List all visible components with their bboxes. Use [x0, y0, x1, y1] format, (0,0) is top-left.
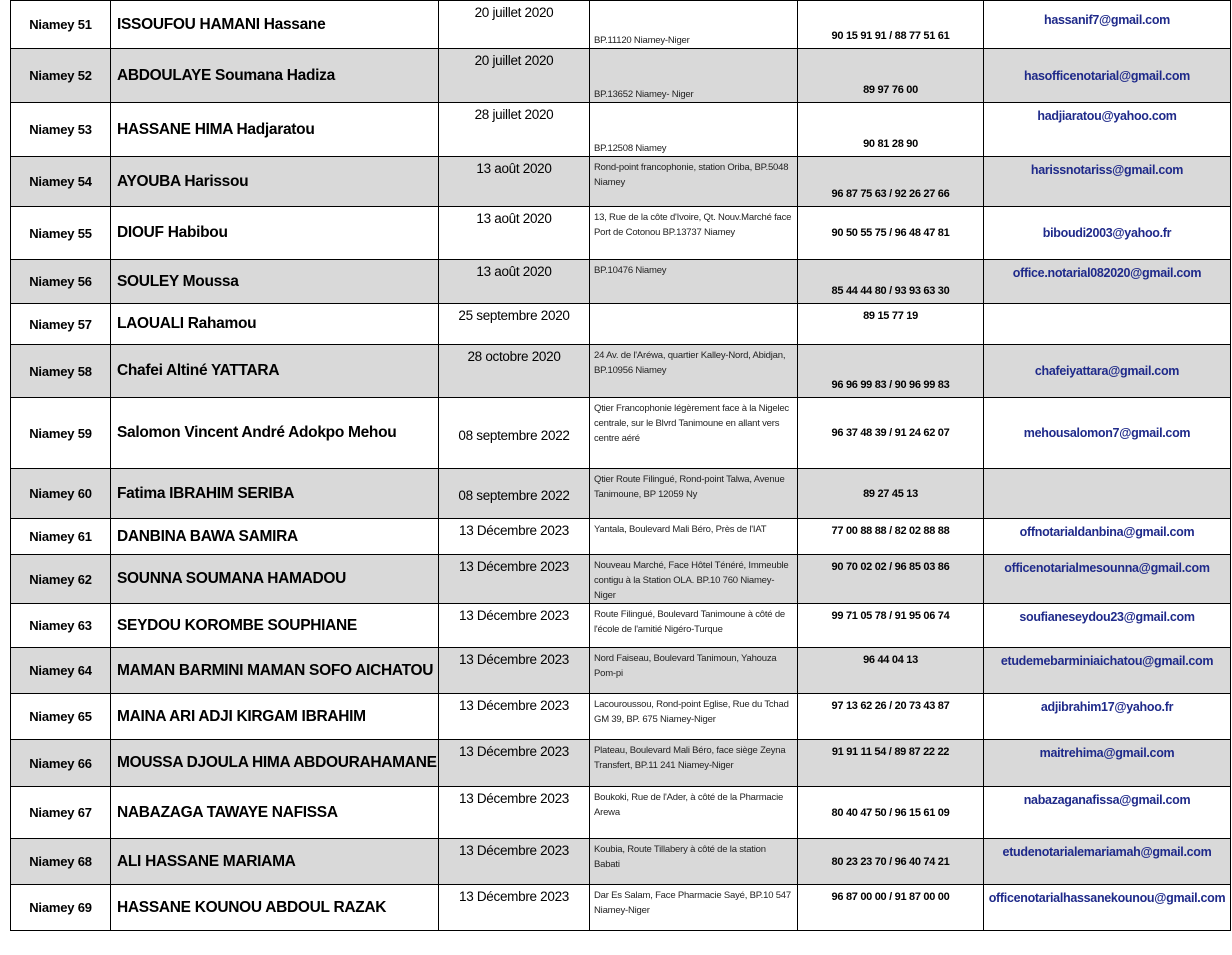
appointment-date: 08 septembre 2022: [439, 398, 590, 469]
notary-id: Niamey 55: [11, 207, 111, 260]
notary-email: adjibrahim17@yahoo.fr: [984, 694, 1231, 740]
notary-phone: 90 50 55 75 / 96 48 47 81: [798, 207, 984, 260]
appointment-date: 25 septembre 2020: [439, 304, 590, 345]
notary-id: Niamey 56: [11, 260, 111, 304]
table-row: [11, 648, 1231, 694]
notary-email: officenotarialmesounna@gmail.com: [984, 555, 1231, 604]
notary-name: HASSANE KOUNOU ABDOUL RAZAK: [111, 885, 439, 931]
notary-name: MAMAN BARMINI MAMAN SOFO AICHATOU: [111, 648, 439, 694]
notary-email: [984, 304, 1231, 345]
notary-phone: 77 00 88 88 / 82 02 88 88: [798, 519, 984, 555]
notary-address: 13, Rue de la côte d'Ivoire, Qt. Nouv.Marché face Port de Cotonou BP.13737 Niamey: [590, 207, 798, 260]
notary-address: BP.11120 Niamey-Niger: [590, 1, 798, 49]
notary-name: ABDOULAYE Soumana Hadiza: [111, 49, 439, 103]
table-row: [11, 103, 1231, 157]
notary-id: Niamey 51: [11, 1, 111, 49]
notary-phone: 91 91 11 54 / 89 87 22 22: [798, 740, 984, 787]
notary-id: Niamey 64: [11, 648, 111, 694]
notary-name: SOUNNA SOUMANA HAMADOU: [111, 555, 439, 604]
notary-id: Niamey 65: [11, 694, 111, 740]
notary-id: Niamey 63: [11, 604, 111, 648]
notary-phone: 90 15 91 91 / 88 77 51 61: [798, 1, 984, 49]
table-row: [11, 694, 1231, 740]
notary-phone: 90 70 02 02 / 96 85 03 86: [798, 555, 984, 604]
notary-id: Niamey 62: [11, 555, 111, 604]
notary-id: Niamey 61: [11, 519, 111, 555]
notary-email: office.notarial082020@gmail.com: [984, 260, 1231, 304]
notary-email: etudemebarminiaichatou@gmail.com: [984, 648, 1231, 694]
notary-name: ISSOUFOU HAMANI Hassane: [111, 1, 439, 49]
notary-phone: 90 81 28 90: [798, 103, 984, 157]
table-row: [11, 157, 1231, 207]
notary-id: Niamey 60: [11, 469, 111, 519]
table-row: [11, 304, 1231, 345]
notary-phone: 96 96 99 83 / 90 96 99 83: [798, 345, 984, 398]
notary-address: BP.10476 Niamey: [590, 260, 798, 304]
notary-name: ALI HASSANE MARIAMA: [111, 839, 439, 885]
notary-id: Niamey 58: [11, 345, 111, 398]
notary-name: DANBINA BAWA SAMIRA: [111, 519, 439, 555]
notary-phone: 89 15 77 19: [798, 304, 984, 345]
appointment-date: 13 Décembre 2023: [439, 648, 590, 694]
notary-address: Yantala, Boulevard Mali Béro, Près de l'IAT: [590, 519, 798, 555]
notary-email: chafeiyattara@gmail.com: [984, 345, 1231, 398]
appointment-date: 13 Décembre 2023: [439, 604, 590, 648]
appointment-date: 28 octobre 2020: [439, 345, 590, 398]
table-row: [11, 839, 1231, 885]
table-row: [11, 469, 1231, 519]
table-row: [11, 555, 1231, 604]
appointment-date: 20 juillet 2020: [439, 1, 590, 49]
appointment-date: 13 Décembre 2023: [439, 555, 590, 604]
notary-email: nabazaganafissa@gmail.com: [984, 787, 1231, 839]
notary-phone: 85 44 44 80 / 93 93 63 30: [798, 260, 984, 304]
appointment-date: 13 août 2020: [439, 260, 590, 304]
appointment-date: 13 Décembre 2023: [439, 694, 590, 740]
notary-email: offnotarialdanbina@gmail.com: [984, 519, 1231, 555]
table-row: [11, 787, 1231, 839]
appointment-date: 13 Décembre 2023: [439, 740, 590, 787]
notary-id: Niamey 66: [11, 740, 111, 787]
notary-email: biboudi2003@yahoo.fr: [984, 207, 1231, 260]
notary-email: etudenotarialemariamah@gmail.com: [984, 839, 1231, 885]
notary-address: Rond-point francophonie, station Oriba, BP.5048 Niamey: [590, 157, 798, 207]
table-row: [11, 49, 1231, 103]
appointment-date: 13 Décembre 2023: [439, 885, 590, 931]
notary-id: Niamey 54: [11, 157, 111, 207]
notary-email: hadjiaratou@yahoo.com: [984, 103, 1231, 157]
appointment-date: 13 Décembre 2023: [439, 839, 590, 885]
notary-id: Niamey 53: [11, 103, 111, 157]
notary-email: officenotarialhassanekounou@gmail.com: [984, 885, 1231, 931]
notary-address: BP.12508 Niamey: [590, 103, 798, 157]
notary-name: AYOUBA Harissou: [111, 157, 439, 207]
notary-name: MAINA ARI ADJI KIRGAM IBRAHIM: [111, 694, 439, 740]
notary-email: mehousalomon7@gmail.com: [984, 398, 1231, 469]
notary-name: SOULEY Moussa: [111, 260, 439, 304]
notary-address: Plateau, Boulevard Mali Béro, face siège Zeyna Transfert, BP.11 241 Niamey-Niger: [590, 740, 798, 787]
table-row: [11, 260, 1231, 304]
appointment-date: 13 août 2020: [439, 157, 590, 207]
appointment-date: 08 septembre 2022: [439, 469, 590, 519]
notary-phone: 80 23 23 70 / 96 40 74 21: [798, 839, 984, 885]
notary-email: harissnotariss@gmail.com: [984, 157, 1231, 207]
notary-address: Qtier Route Filingué, Rond-point Talwa, Avenue Tanimoune, BP 12059 Ny: [590, 469, 798, 519]
notary-email: [984, 469, 1231, 519]
appointment-date: 20 juillet 2020: [439, 49, 590, 103]
notary-address: Dar Es Salam, Face Pharmacie Sayé, BP.10 547 Niamey-Niger: [590, 885, 798, 931]
notary-name: Fatima IBRAHIM SERIBA: [111, 469, 439, 519]
notary-address: Lacouroussou, Rond-point Eglise, Rue du Tchad GM 39, BP. 675 Niamey-Niger: [590, 694, 798, 740]
appointment-date: 13 août 2020: [439, 207, 590, 260]
notary-name: MOUSSA DJOULA HIMA ABDOURAHAMANE: [111, 740, 439, 787]
notary-address: Nord Faiseau, Boulevard Tanimoun, Yahouza Pom-pi: [590, 648, 798, 694]
notary-address: BP.13652 Niamey- Niger: [590, 49, 798, 103]
notary-id: Niamey 68: [11, 839, 111, 885]
notary-email: hasofficenotarial@gmail.com: [984, 49, 1231, 103]
table-row: [11, 1, 1231, 49]
notary-phone: 89 97 76 00: [798, 49, 984, 103]
notary-address: Koubia, Route Tillabery à côté de la station Babati: [590, 839, 798, 885]
notary-address: 24 Av. de l'Aréwa, quartier Kalley-Nord, Abidjan, BP.10956 Niamey: [590, 345, 798, 398]
notary-address: [590, 304, 798, 345]
notary-name: DIOUF Habibou: [111, 207, 439, 260]
notary-phone: 96 87 75 63 / 92 26 27 66: [798, 157, 984, 207]
table-row: [11, 207, 1231, 260]
notary-id: Niamey 69: [11, 885, 111, 931]
table-row: [11, 519, 1231, 555]
table-row: [11, 398, 1231, 469]
notary-address: Boukoki, Rue de l'Ader, à côté de la Pharmacie Arewa: [590, 787, 798, 839]
notary-name: Salomon Vincent André Adokpo Mehou: [111, 398, 439, 469]
notary-name: HASSANE HIMA Hadjaratou: [111, 103, 439, 157]
notary-email: soufianeseydou23@gmail.com: [984, 604, 1231, 648]
table-row: [11, 740, 1231, 787]
notary-name: SEYDOU KOROMBE SOUPHIANE: [111, 604, 439, 648]
notary-id: Niamey 59: [11, 398, 111, 469]
table-row: [11, 885, 1231, 931]
notary-id: Niamey 52: [11, 49, 111, 103]
notary-address: Qtier Francophonie légèrement face à la Nigelec centrale, sur le Blvrd Tanimoune en allant vers centre aéré: [590, 398, 798, 469]
notary-id: Niamey 67: [11, 787, 111, 839]
appointment-date: 13 Décembre 2023: [439, 787, 590, 839]
notary-address: Nouveau Marché, Face Hôtel Ténéré, Immeuble contigu à la Station OLA. BP.10 760 Niamey-Niger: [590, 555, 798, 604]
notary-email: hassanif7@gmail.com: [984, 1, 1231, 49]
notary-name: NABAZAGA TAWAYE NAFISSA: [111, 787, 439, 839]
appointment-date: 13 Décembre 2023: [439, 519, 590, 555]
notary-registry-table: [10, 0, 1231, 931]
notary-name: Chafei Altiné YATTARA: [111, 345, 439, 398]
notary-id: Niamey 57: [11, 304, 111, 345]
notary-address: Route Filingué, Boulevard Tanimoune à côté de l'école de l'amitié Nigéro-Turque: [590, 604, 798, 648]
notary-phone: 97 13 62 26 / 20 73 43 87: [798, 694, 984, 740]
table-row: [11, 604, 1231, 648]
notary-email: maitrehima@gmail.com: [984, 740, 1231, 787]
notary-phone: 96 37 48 39 / 91 24 62 07: [798, 398, 984, 469]
notary-phone: 80 40 47 50 / 96 15 61 09: [798, 787, 984, 839]
notary-phone: 89 27 45 13: [798, 469, 984, 519]
notary-phone: 96 44 04 13: [798, 648, 984, 694]
notary-phone: 96 87 00 00 / 91 87 00 00: [798, 885, 984, 931]
notary-name: LAOUALI Rahamou: [111, 304, 439, 345]
table-row: [11, 345, 1231, 398]
appointment-date: 28 juillet 2020: [439, 103, 590, 157]
notary-phone: 99 71 05 78 / 91 95 06 74: [798, 604, 984, 648]
